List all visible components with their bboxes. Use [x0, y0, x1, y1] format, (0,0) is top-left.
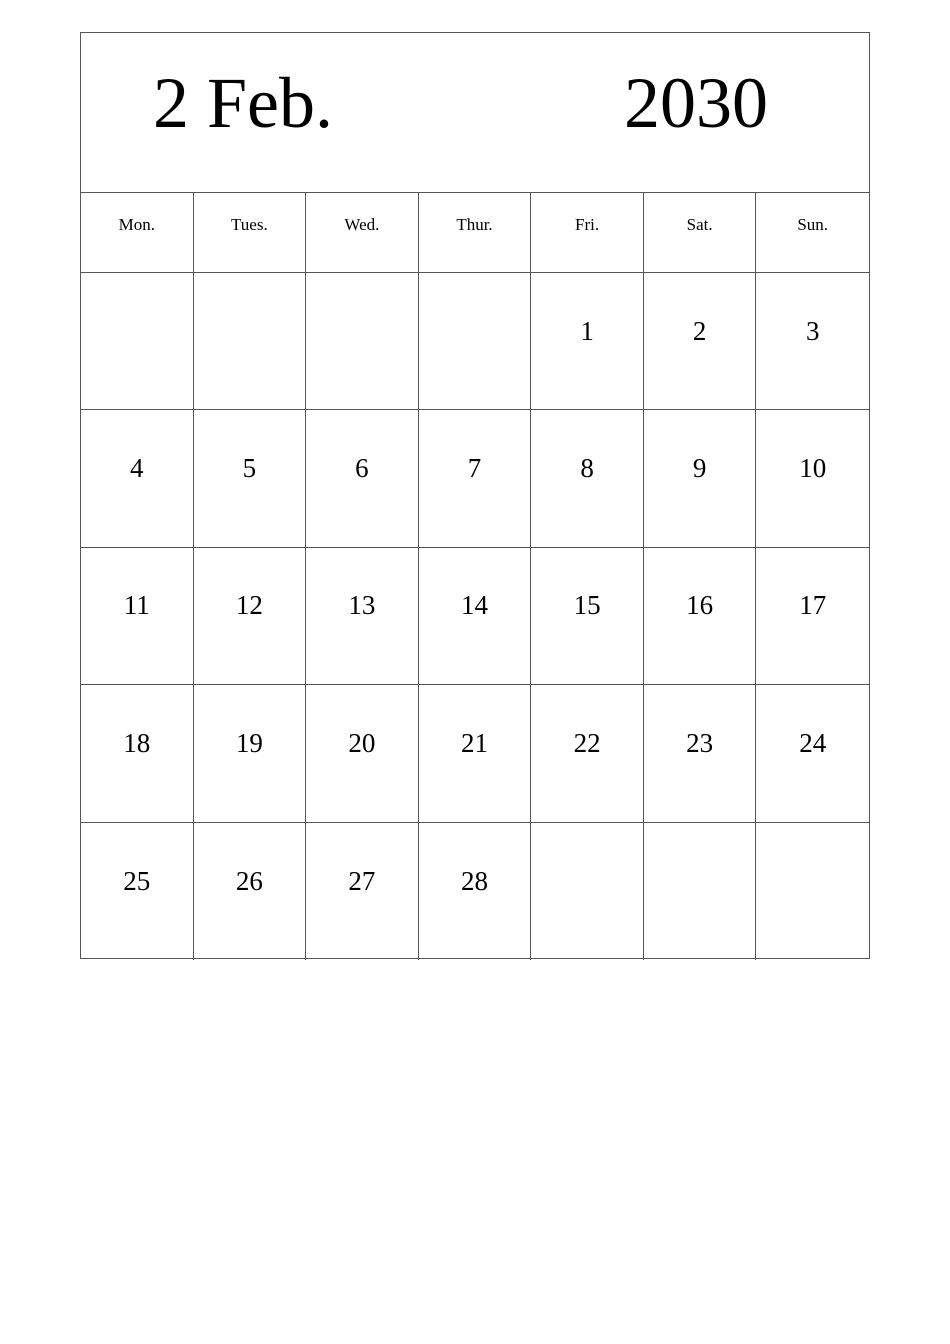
- day-number: 2: [692, 315, 707, 346]
- weekday-header-sun: [756, 193, 869, 273]
- day-number: 16: [686, 590, 714, 621]
- day-cell: [81, 685, 194, 822]
- day-cell: [306, 823, 419, 960]
- day-cell: [644, 685, 757, 822]
- day-cell: [194, 273, 307, 410]
- day-number: 9: [692, 453, 707, 484]
- day-number: 7: [467, 453, 482, 484]
- month-label: 2 Feb.: [153, 63, 333, 143]
- day-number: 13: [348, 590, 376, 621]
- day-number: 12: [235, 590, 263, 621]
- day-cell: [419, 823, 532, 960]
- day-cell: [306, 548, 419, 685]
- day-cell: [306, 273, 419, 410]
- day-number: 8: [580, 453, 594, 484]
- day-number: 3: [805, 315, 820, 346]
- day-number: 21: [460, 727, 488, 758]
- day-number: 14: [460, 590, 488, 621]
- weekday-label: Tues.: [231, 214, 268, 234]
- day-cell: [81, 548, 194, 685]
- day-number: 23: [686, 727, 714, 758]
- day-cell: [531, 548, 644, 685]
- weekday-label: Wed.: [344, 214, 380, 234]
- weekday-header-fri: [531, 193, 644, 273]
- day-number: 5: [242, 453, 257, 484]
- day-cell: [756, 823, 869, 960]
- day-cell: [419, 548, 532, 685]
- weekday-header-tue: [194, 193, 307, 273]
- day-cell: [419, 273, 532, 410]
- day-cell: [81, 410, 194, 547]
- day-number: 22: [573, 727, 601, 758]
- day-cell: [194, 548, 307, 685]
- day-cell: [644, 273, 757, 410]
- day-cell: [756, 548, 869, 685]
- day-cell: [644, 823, 757, 960]
- day-number: 20: [348, 727, 376, 758]
- weekday-header-wed: [306, 193, 419, 273]
- day-number: 26: [235, 865, 263, 896]
- day-cell: [306, 410, 419, 547]
- day-number: 1: [580, 315, 594, 346]
- weekday-header-thu: [419, 193, 532, 273]
- day-cell: [531, 410, 644, 547]
- day-number: 19: [235, 727, 263, 758]
- day-cell: [756, 273, 869, 410]
- day-number: 6: [355, 453, 369, 484]
- weekday-header-sat: [644, 193, 757, 273]
- day-number: 4: [130, 453, 144, 484]
- weekday-label: Mon.: [118, 214, 155, 234]
- day-cell: [306, 685, 419, 822]
- day-cell: [644, 548, 757, 685]
- day-cell: [644, 410, 757, 547]
- calendar-header: [81, 33, 869, 193]
- day-cell: [419, 410, 532, 547]
- day-number: 25: [123, 865, 151, 896]
- weekday-header-mon: [81, 193, 194, 273]
- day-cell: [756, 410, 869, 547]
- day-number: 24: [799, 727, 827, 758]
- day-cell: [81, 823, 194, 960]
- day-cell: [756, 685, 869, 822]
- day-cell: [194, 410, 307, 547]
- year-label: 2030: [624, 63, 768, 143]
- weekday-label: Thur.: [456, 214, 493, 234]
- day-number: 11: [123, 590, 150, 621]
- day-number: 27: [348, 865, 376, 896]
- calendar: [80, 32, 870, 959]
- day-cell: [194, 685, 307, 822]
- weekday-label: Sat.: [686, 214, 713, 234]
- day-cell: [531, 273, 644, 410]
- day-number: 28: [460, 865, 488, 896]
- day-cell: [531, 685, 644, 822]
- weekday-label: Fri.: [575, 214, 600, 234]
- day-cell: [531, 823, 644, 960]
- day-cell: [194, 823, 307, 960]
- day-cell: [419, 685, 532, 822]
- day-cell: [81, 273, 194, 410]
- day-number: 10: [799, 453, 827, 484]
- day-number: 18: [123, 727, 151, 758]
- calendar-grid: [81, 193, 869, 960]
- day-number: 17: [799, 590, 827, 621]
- weekday-label: Sun.: [797, 214, 829, 234]
- day-number: 15: [573, 590, 601, 621]
